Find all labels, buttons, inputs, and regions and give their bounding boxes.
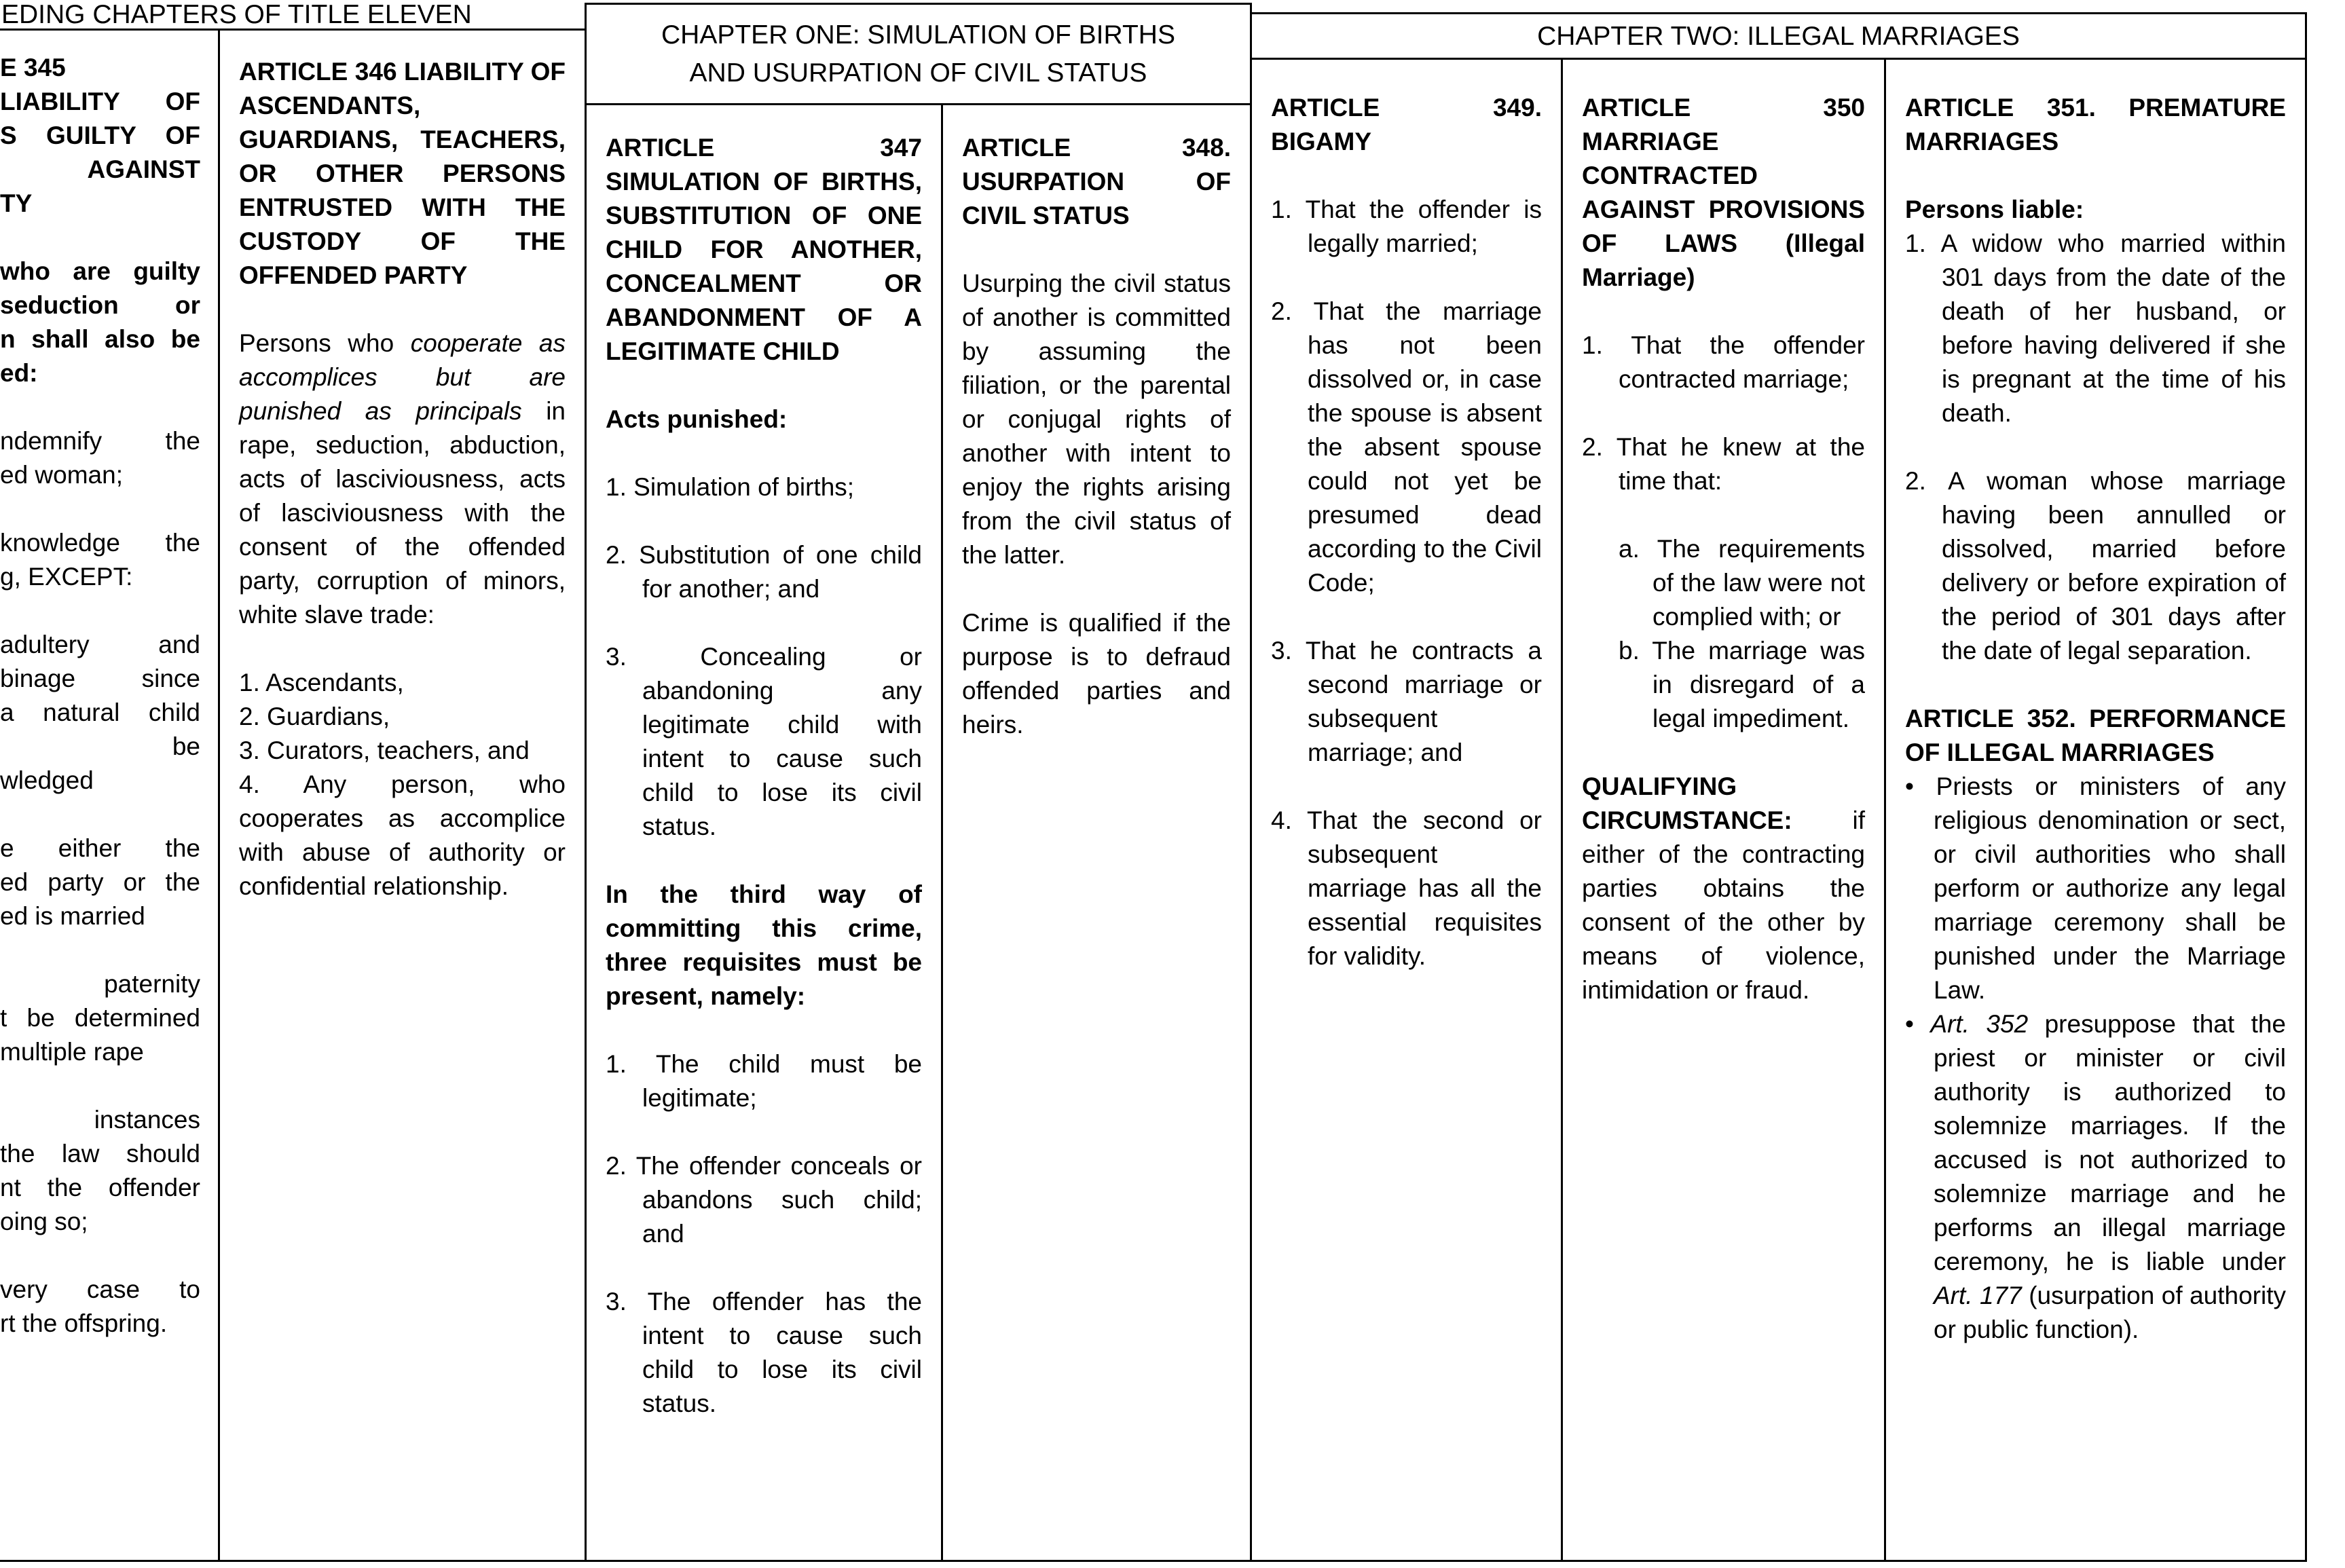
text-run-italic: Art. 352 [1930,1010,2029,1038]
section-chapter-two [1252,12,2307,1562]
spacer [1271,159,1542,193]
article-345-line-fragment: LIABILITY OF [0,88,200,115]
chapter-one-header-line1: CHAPTER ONE: SIMULATION OF BIRTHS [661,20,1175,50]
title-eleven-columns [0,31,585,1560]
article-347-act-item: 1. Simulation of births; [606,473,855,501]
article-350-elements [1582,329,1865,498]
bullet-glyph: • [1905,1010,1931,1038]
article-350-sub-element-item: b. The marriage was in disregard of a legal impediment. [1619,637,1865,732]
article-345-line-fragment: oing so; [0,1208,88,1235]
article-345-line-fragment: knowledge the [0,529,200,557]
title-eleven-header: EDING CHAPTERS OF TITLE ELEVEN [0,0,585,31]
article-347-act-item: 3. Concealing or abandoning any legitimate child with intent to cause such child to lose its civil status. [606,643,922,840]
article-348-heading: ARTICLE 348. USURPATION OF CIVIL STATUS [962,134,1231,229]
text-run: if either of the contracting parties obtains the consent of the other by means of violence, intimidation or fraud. [1582,806,1865,1004]
column-article-347 [587,105,943,1560]
article-346-list [239,666,566,903]
article-345-line-fragment: instances [94,1106,200,1134]
article-351-heading: ARTICLE 351. PREMATURE MARRIAGES [1905,94,2286,155]
article-347-third-way: In the third way of committing this crime, three requisites must be present, namely: [606,880,922,1010]
article-347-requisite-item: 3. The offender has the intent to cause such child to lose its civil status. [606,1288,922,1417]
article-345-line-fragment: paternity [104,970,200,998]
column-article-351-352 [1886,60,2305,1560]
spacer [962,572,1231,606]
article-351-person-item: 2. A woman whose marriage having been annulled or dissolved, married before delivery or before expiration of the period of 301 days after the date of legal separation. [1905,467,2286,665]
article-345-line-fragment: ed party or the [0,868,200,896]
article-345-line-fragment: n shall also be [0,325,200,353]
article-347-heading: ARTICLE 347 SIMULATION OF BIRTHS, SUBSTITUTION OF ONE CHILD FOR ANOTHER, CONCEALMENT OR ABANDONMENT OF A LEGITIMATE CHILD [606,134,922,365]
chapter-one-header-line2: AND USURPATION OF CIVIL STATUS [689,58,1147,88]
article-345-line-fragment: E 345 [0,54,66,81]
article-346-list-item: 1. Ascendants, [239,669,404,696]
text-run-italic: cooperate as accomplices but are punished as principals [239,329,566,425]
text-run-italic: Art. 177 [1934,1282,2022,1309]
article-345-line-fragment: TY [0,189,33,217]
section-chapter-one [585,3,1252,1562]
spacer [606,369,922,403]
article-345-line-fragment: rt the offspring. [0,1309,168,1337]
article-351-persons [1905,227,2286,668]
article-345-line-fragment: adultery and [0,631,200,658]
spacer [239,293,566,326]
spacer [1905,159,2286,193]
spacer [606,436,922,470]
spacer [962,233,1231,267]
article-345-line-fragment: seduction or [0,291,200,319]
article-350-sub-elements [1582,532,1865,736]
article-351-person-item: 1. A widow who married within 301 days from the date of the death of her husband, or before having delivered if she is pregnant at the time of his death. [1905,229,2286,427]
article-345-line-fragment: ed: [0,359,38,387]
article-345-line-fragment: t be determined [0,1004,200,1032]
article-345-line-fragment: S GUILTY OF [0,122,200,149]
article-352-bullet-2 [1905,1007,2286,1347]
article-345-line-fragment: ndemnify the [0,427,200,455]
article-347-acts-label: Acts punished: [606,405,788,433]
article-347-requisite-item: 2. The offender conceals or abandons such child; and [606,1152,922,1248]
column-article-350 [1563,60,1886,1560]
article-351-persons-label: Persons liable: [1905,195,2084,223]
article-345-line-fragment: nt the offender [0,1174,200,1201]
article-346-body [239,326,566,632]
column-article-348 [943,105,1250,1560]
section-title-eleven [0,0,585,1562]
chapter-two-columns [1252,60,2305,1560]
article-349-element-item: 1. That the offender is legally married; [1271,195,1542,257]
article-347-requisite-item: 1. The child must be legitimate; [606,1050,922,1112]
article-348-para2: Crime is qualified if the purpose is to defraud offended parties and heirs. [962,609,1231,739]
article-350-element-item: 2. That he knew at the time that: [1582,433,1865,495]
article-345-line-fragment: binage since [0,665,200,692]
article-345-line-fragment: wledged [0,766,94,794]
qualifying-label: QUALIFYING CIRCUMSTANCE: [1582,772,1792,834]
article-345-line-fragment: multiple rape [0,1038,144,1066]
article-346-list-item: 3. Curators, teachers, and [239,736,530,764]
article-349-elements [1271,193,1542,973]
article-345-line-fragment [0,798,200,832]
spacer [1582,736,1865,770]
article-352-heading: ARTICLE 352. PERFORMANCE OF ILLEGAL MARRIAGES [1905,705,2286,766]
chapter-one-columns [587,105,1250,1560]
article-345-line-fragment: e either the [0,834,200,862]
article-349-heading: ARTICLE 349. BIGAMY [1271,94,1542,155]
text-run: Persons who [239,329,411,357]
article-345-line-fragment [0,390,200,424]
article-346-list-item: 2. Guardians, [239,703,390,730]
chapter-one-header [587,5,1250,105]
article-349-element-item: 2. That the marriage has not been dissolved or, in case the spouse is absent the absent spouse could not yet be presumed dead according to the Civil Code; [1271,297,1542,597]
article-345-fragments [0,51,200,1341]
text-run: presuppose that the priest or minister or civil authority is authorized to solemnize marriages. If the accused is not authorized to solemnize marriage and he performs an illegal marriage ceremony, he is liable under [1934,1010,2287,1275]
article-345-line-fragment: very case to [0,1275,200,1303]
article-347-requisites [606,1047,922,1421]
spacer [239,632,566,666]
article-347-act-item: 2. Substitution of one child for another; and [606,541,922,603]
article-345-line-fragment: g, EXCEPT: [0,563,133,591]
article-349-element-item: 4. That the second or subsequent marriage has all the essential requisites for validity. [1271,806,1542,970]
article-345-line-fragment [0,594,200,628]
article-349-element-item: 3. That he contracts a second marriage or subsequent marriage; and [1271,637,1542,766]
article-345-line-fragment [0,492,200,526]
article-345-line-fragment: the law should [0,1140,200,1168]
article-350-heading: ARTICLE 350 MARRIAGE CONTRACTED AGAINST PROVISIONS OF LAWS (Illegal Marriage) [1582,94,1865,291]
text-run: in rape, seduction, abduction, acts of lasciviousness, acts of lasciviousness with the consent of the offended party, corruption of minors, white slave trade: [239,397,566,629]
chapter-two-header: CHAPTER TWO: ILLEGAL MARRIAGES [1252,14,2305,60]
article-345-line-fragment [0,933,200,967]
article-346-list-item: 4. Any person, who cooperates as accomplice with abuse of authority or confidential relationship. [239,770,566,900]
article-348-para1: Usurping the civil status of another is committed by assuming the filiation, or the parental or conjugal rights of another with intent to enjoy the rights arising from the civil status of the latter. [962,269,1231,569]
article-345-line-fragment [0,1069,200,1103]
column-article-349 [1252,60,1563,1560]
article-345-line-fragment: ed is married [0,902,145,930]
article-345-line-fragment: a natural child [0,698,200,726]
article-345-line-fragment [0,1239,200,1273]
column-article-345 [0,31,220,1560]
article-347-acts [606,470,922,844]
article-345-line-fragment: AGAINST [87,155,200,183]
article-345-line-fragment: who are guilty [0,257,200,285]
article-350-element-item: 1. That the offender contracted marriage; [1582,331,1865,393]
article-350-qualifying [1582,770,1865,1007]
text-run: (usurpation of authority or public function). [1934,1282,2286,1343]
spacer [1582,295,1865,329]
article-350-sub-element-item: a. The requirements of the law were not complied with; or [1619,535,1865,631]
column-article-346 [220,31,585,1560]
article-345-line-fragment: ed woman; [0,461,123,489]
article-352-bullet-1: • Priests or ministers of any religious denomination or sect, or civil authorities who shall perform or authorize any legal marriage ceremony shall be punished under the Marriage Law. [1905,772,2286,1004]
article-346-heading: ARTICLE 346 LIABILITY OF ASCENDANTS, GUARDIANS, TEACHERS, OR OTHER PERSONS ENTRUSTED WITH THE CUSTODY OF THE OFFENDED PARTY [239,58,566,289]
article-345-line-fragment [0,221,200,255]
article-345-line-fragment: be [172,732,200,760]
spacer [606,1013,922,1047]
